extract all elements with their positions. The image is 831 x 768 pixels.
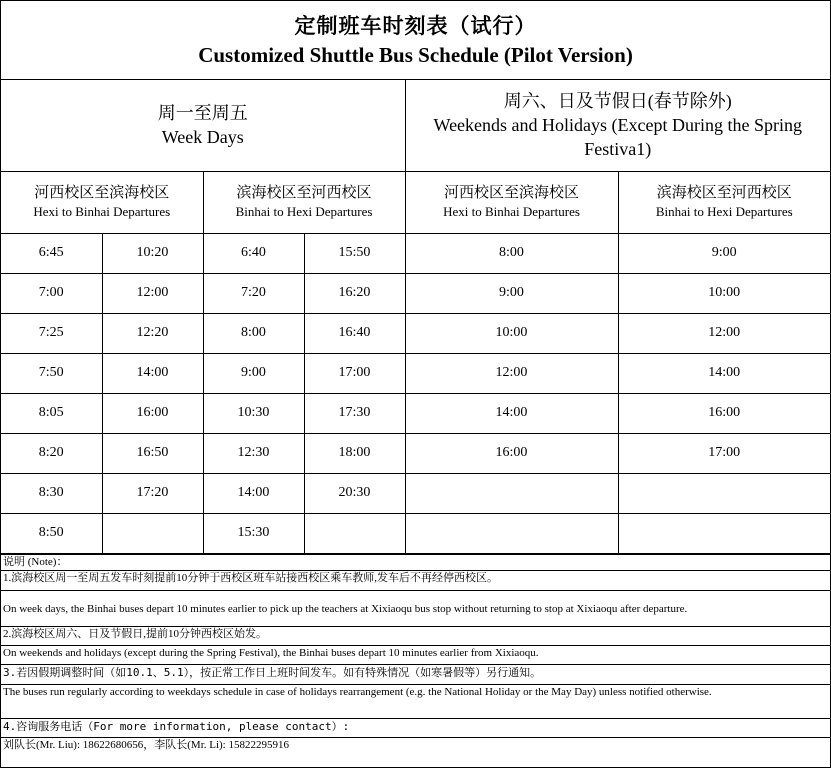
note-1-cn: 1.滨海校区周一至周五发车时刻提前10分钟于西校区班车站接西校区乘车教师,发车后不再经停西校区。 [1,570,830,590]
time-cell: 8:30 [1,473,102,513]
time-cell: 15:30 [203,513,304,553]
route-header-weekday-hexi-binhai [1,171,203,233]
note-1-en: On week days, the Binhai buses depart 10 minutes earlier to pick up the teachers at Xixiaoqu bus stop without returning to stop at Xixiaoqu after departure. [1,590,830,626]
route-header-weekend-binhai-hexi [618,171,830,233]
note-4-cn: 4.咨询服务电话（For more information, please contact）: [1,718,830,737]
time-cell: 9:00 [405,273,618,313]
time-cell: 6:45 [1,233,102,273]
weekdays-header-cn: 周一至周五 [157,103,248,124]
time-cell: 12:20 [102,313,203,353]
table-row [1,393,830,433]
time-cell: 7:20 [203,273,304,313]
weekends-header [405,80,830,171]
weekends-header-en: Weekends and Holidays (Except During the Spring Festiva1) [433,115,802,160]
time-cell: 16:00 [102,393,203,433]
weekdays-header [1,80,405,171]
weekends-header-cn: 周六、日及节假日(春节除外) [503,91,732,112]
notes-heading: 说明 (Note)： [1,554,830,570]
time-cell: 16:00 [618,393,830,433]
time-cell: 10:20 [102,233,203,273]
time-cell: 12:00 [102,273,203,313]
time-cell: 8:05 [1,393,102,433]
time-cell: 16:40 [304,313,405,353]
time-cell: 14:00 [405,393,618,433]
time-cell: 14:00 [618,353,830,393]
time-cell: 8:20 [1,433,102,473]
time-cell: 10:00 [405,313,618,353]
table-row [1,473,830,513]
time-cell: 9:00 [618,233,830,273]
note-3-cn: 3.若因假期调整时间（如10.1、5.1），按正常工作日上班时间发车。如有特殊情况（如寒暑假等）另行通知。 [1,664,830,684]
route-header-weekend-hexi-binhai [405,171,618,233]
note-2-en: On weekends and holidays (except during the Spring Festival), the Binhai buses depart 10 minutes earlier from Xixiaoqu. [1,645,830,664]
time-cell: 16:20 [304,273,405,313]
time-cell: 17:20 [102,473,203,513]
time-cell [618,513,830,553]
time-cell: 8:50 [1,513,102,553]
table-row [1,513,830,553]
route-header-weekday-binhai-hexi [203,171,405,233]
time-cell: 17:00 [304,353,405,393]
table-row [1,433,830,473]
time-cell: 7:25 [1,313,102,353]
time-cell: 16:50 [102,433,203,473]
time-cell: 8:00 [203,313,304,353]
time-cell: 18:00 [304,433,405,473]
time-cell: 14:00 [203,473,304,513]
time-cell: 9:00 [203,353,304,393]
time-cell [618,473,830,513]
time-cell: 14:00 [102,353,203,393]
time-cell: 7:00 [1,273,102,313]
route-cn: 河西校区至滨海校区 [34,185,170,201]
note-2-cn: 2.滨海校区周六、日及节假日,提前10分钟西校区始发。 [1,626,830,645]
time-cell: 12:30 [203,433,304,473]
time-cell: 10:00 [618,273,830,313]
route-en: Binhai to Hexi Departures [655,204,793,219]
notes-section [1,554,830,756]
note-3-en: The buses run regularly according to weekdays schedule in case of holidays rearrangement (e.g. the National Holiday or the May Day) unless notified otherwise. [1,684,830,718]
time-cell: 15:50 [304,233,405,273]
schedule-table [1,80,830,554]
route-cn: 滨海校区至河西校区 [236,185,372,201]
route-en: Hexi to Binhai Departures [33,204,171,219]
title-cn: 定制班车时刻表（试行） [294,13,537,38]
page-title [1,1,830,80]
weekdays-header-en: Week Days [161,127,244,148]
time-cell: 10:30 [203,393,304,433]
time-cell [405,513,618,553]
time-cell [304,513,405,553]
title-en: Customized Shuttle Bus Schedule (Pilot Version) [198,43,633,67]
time-cell: 7:50 [1,353,102,393]
table-row [1,353,830,393]
table-row [1,313,830,353]
table-row [1,273,830,313]
time-cell: 12:00 [618,313,830,353]
time-cell: 16:00 [405,433,618,473]
table-row [1,233,830,273]
route-en: Binhai to Hexi Departures [235,204,373,219]
time-cell: 8:00 [405,233,618,273]
time-cell: 20:30 [304,473,405,513]
time-cell [405,473,618,513]
note-4-contacts: 刘队长(Mr. Liu): 18622680656，李队长(Mr. Li): 15822295916 [1,737,830,756]
time-cell: 12:00 [405,353,618,393]
route-cn: 滨海校区至河西校区 [656,185,792,201]
time-cell: 17:30 [304,393,405,433]
route-cn: 河西校区至滨海校区 [443,185,579,201]
time-cell: 6:40 [203,233,304,273]
time-cell: 17:00 [618,433,830,473]
route-en: Hexi to Binhai Departures [443,204,580,219]
time-cell [102,513,203,553]
